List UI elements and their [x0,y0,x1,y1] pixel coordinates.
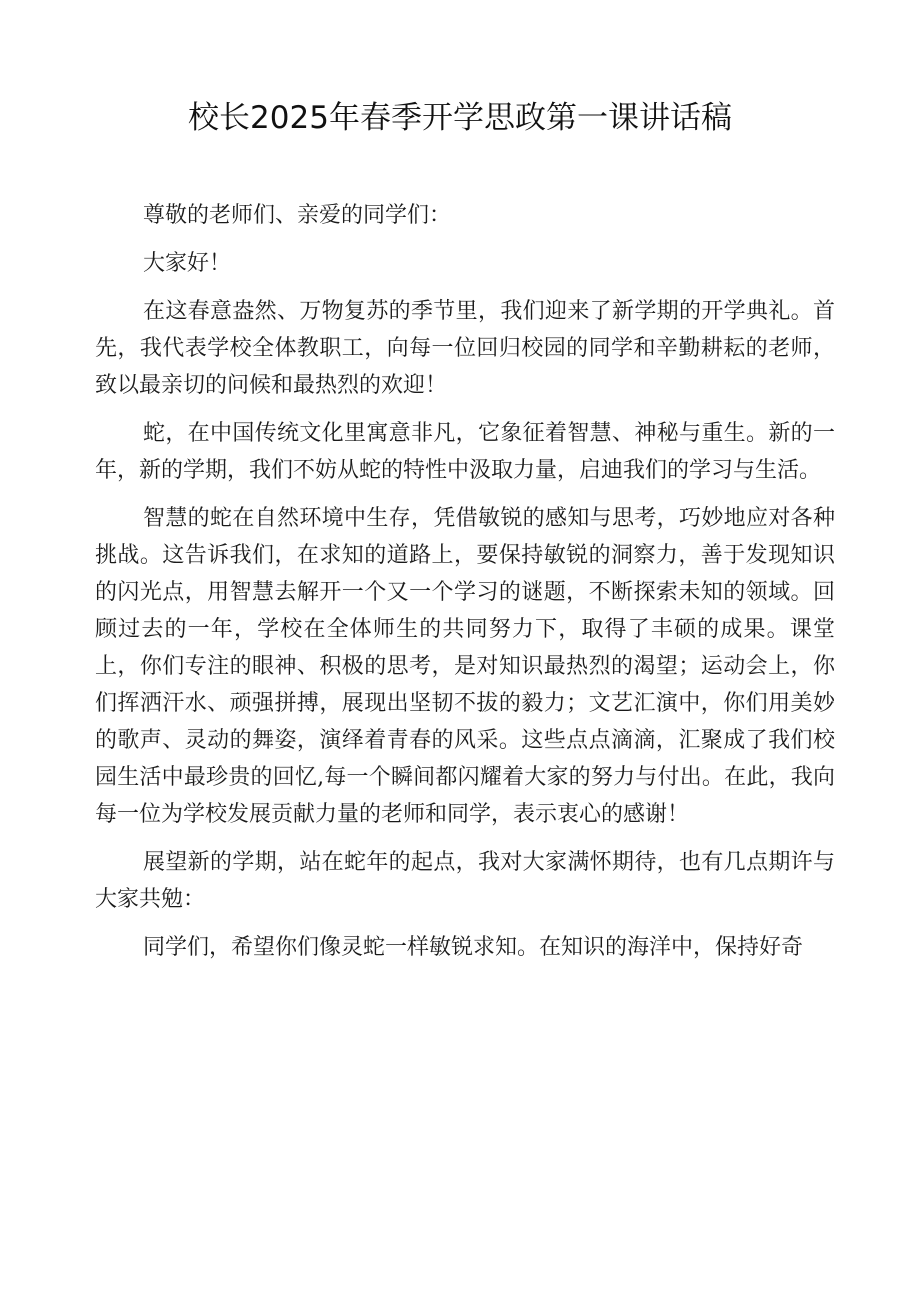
document-title: 校长2025年春季开学思政第一课讲话稿 [188,100,732,136]
body-paragraph: 智慧的蛇在自然环境中生存，凭借敏锐的感知与思考，巧妙地应对各种挑战。这告诉我们，在求知的道路上，要保持敏锐的洞察力，善于发现知识的闪光点，用智慧去解开一个又一个学习的谜题，不断探索未知的领域。回顾过去的一年，学校在全体师生的共同努力下，取得了丰硕的成果。课堂上，你们专注的眼神、积极的思考，是对知识最热烈的渴望；运动会上，你们挥洒汗水、顽强拼搏，展现出坚韧不拔的毅力；文艺汇演中，你们用美妙的歌声、灵动的舞姿，演绎着青春的风采。这些点点滴滴，汇聚成了我们校园生活中最珍贵的回忆,每一个瞬间都闪耀着大家的努力与付出。在此，我向每一位为学校发展贡献力量的老师和同学，表示衷心的感谢！ [95,506,835,827]
body-paragraph: 展望新的学期，站在蛇年的起点，我对大家满怀期待，也有几点期许与大家共勉： [95,850,835,912]
body-paragraph: 同学们，希望你们像灵蛇一样敏锐求知。在知识的海洋中，保持好奇 [143,935,804,960]
salutation-paragraph: 尊敬的老师们、亲爱的同学们： [143,203,452,228]
greeting-paragraph: 大家好！ [143,251,232,276]
body-paragraph: 蛇，在中国传统文化里寓意非凡，它象征着智慧、神秘与重生。新的一年，新的学期，我们不妨从蛇的特性中汲取力量，启迪我们的学习与生活。 [95,421,835,483]
body-paragraph: 在这春意盎然、万物复苏的季节里，我们迎来了新学期的开学典礼。首先，我代表学校全体教职工，向每一位回归校园的同学和辛勤耕耘的老师，致以最亲切的问候和最热烈的欢迎！ [95,299,835,398]
document-body [95,197,835,977]
